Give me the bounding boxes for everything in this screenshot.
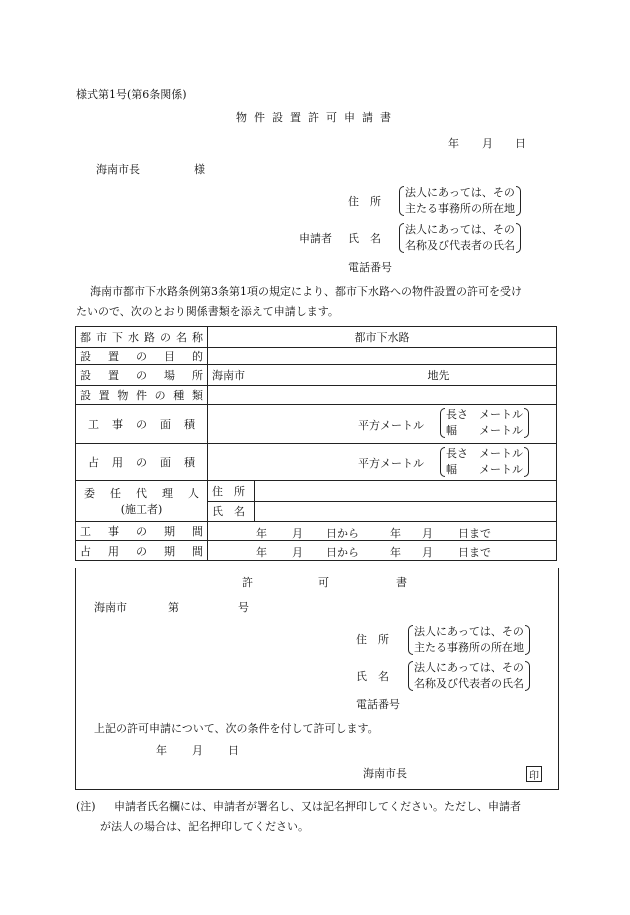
work-period-end-day: 日まで: [458, 527, 491, 540]
row-agent: [76, 481, 557, 522]
row-work-area: [76, 405, 557, 444]
permit-date-day: 日: [228, 744, 239, 757]
row-kind: [76, 386, 557, 405]
intro-line-1: 海南市都市下水路条例第3条第1項の規定により、都市下水路への物件設置の許可を受け: [90, 285, 522, 298]
permit-name-note: 法人にあっては、その 名称及び代表者の氏名: [414, 661, 524, 690]
permit-title-1: 許: [242, 576, 253, 589]
application-table: [75, 326, 557, 561]
applicant-phone-label: 電話番号: [348, 261, 392, 274]
occupy-period-end-month: 月: [422, 546, 433, 559]
seal-stamp: 印: [526, 766, 542, 782]
agent-value: [208, 481, 557, 522]
applicant-label: 申請者: [299, 232, 332, 245]
applicant-address-note: 法人にあっては、その 主たる事務所の所在地: [405, 186, 515, 215]
work-period-value: [208, 522, 557, 541]
row-work-period-label: 工 事 の 期 間: [80, 525, 203, 538]
work-area-dims: 長さ メートル 幅 メートル: [446, 408, 523, 437]
permit-date-year: 年: [156, 744, 167, 757]
permit-title-2: 可: [318, 576, 329, 589]
occupy-area-dims: 長さ メートル 幅 メートル: [446, 447, 523, 476]
work-area-value: [208, 405, 557, 444]
agent-address-value: [255, 481, 557, 501]
occupy-period-end-day: 日まで: [458, 546, 491, 559]
occupy-area-value: [208, 444, 557, 481]
header-date-year: 年: [448, 137, 459, 150]
agent-name-label: 氏 名: [208, 501, 255, 521]
row-agent-label: 委 任 代 理 人: [84, 487, 199, 500]
row-work-area-label: 工 事 の 面 積: [88, 418, 195, 431]
addressee-honorific: 様: [194, 163, 205, 176]
header-date-month: 月: [482, 137, 493, 150]
permit-date-month: 月: [192, 744, 203, 757]
agent-name-value: [255, 501, 557, 521]
permit-address-note: 法人にあっては、その 主たる事務所の所在地: [414, 625, 524, 654]
occupy-area-unit: 平方メートル: [358, 457, 424, 470]
permit-city: 海南市: [94, 601, 127, 614]
applicant-name-note: 法人にあっては、その 名称及び代表者の氏名: [405, 223, 515, 252]
permit-statement: 上記の許可申請について、次の条件を付して許可します。: [94, 722, 379, 735]
purpose-value: [208, 348, 557, 365]
location-city: 海南市: [212, 369, 245, 382]
row-sewer-name: [76, 327, 557, 348]
header-date-day: 日: [515, 137, 526, 150]
permit-address-label: 住 所: [356, 633, 389, 646]
note-line-1: 申請者氏名欄には、申請者が署名し、又は記名押印してください。ただし、申請者: [114, 800, 521, 813]
work-period-start-month: 月: [292, 527, 303, 540]
page-title: 物件設置許可申請書: [236, 111, 398, 124]
addressee: 海南市長: [96, 163, 140, 176]
work-period-start-day: 日から: [326, 527, 359, 540]
row-work-period: [76, 522, 557, 541]
occupy-period-start-month: 月: [292, 546, 303, 559]
note-line-2: が法人の場合は、記名押印してください。: [100, 820, 309, 833]
row-occupy-period: [76, 541, 557, 561]
occupy-period-value: [208, 541, 557, 561]
applicant-address-label: 住 所: [348, 195, 381, 208]
location-value: [208, 365, 557, 386]
row-location: [76, 365, 557, 386]
work-area-unit: 平方メートル: [358, 419, 424, 432]
work-period-end-month: 月: [422, 527, 433, 540]
permit-dai: 第: [168, 601, 179, 614]
row-kind-label: 設 置 物 件 の 種 類: [80, 389, 203, 402]
permit-name-label: 氏 名: [356, 670, 389, 683]
permit-section: [75, 568, 559, 790]
work-period-start-year: 年: [256, 527, 267, 540]
permit-mayor: 海南市長: [363, 767, 407, 780]
sewer-value: 都市下水路: [208, 327, 557, 348]
intro-line-2: たいので、次のとおり関係書類を添えて申請します。: [76, 305, 339, 318]
occupy-period-end-year: 年: [390, 546, 401, 559]
row-purpose-label: 設 置 の 目 的: [80, 350, 203, 363]
location-suffix: 地先: [427, 369, 450, 382]
applicant-name-label: 氏 名: [348, 232, 381, 245]
permit-title-3: 書: [396, 576, 407, 589]
note-mark: (注): [76, 800, 96, 813]
row-occupy-period-label: 占 用 の 期 間: [80, 544, 203, 558]
row-occupy-area: [76, 444, 557, 481]
row-occupy-area-label: 占 用 の 面 積: [88, 456, 195, 469]
row-agent-label-cell: [76, 481, 208, 522]
permit-go: 号: [238, 601, 249, 614]
row-sewer-label: 都 市 下 水 路 の 名 称: [80, 331, 203, 344]
form-number: 様式第1号(第6条関係): [76, 88, 187, 101]
work-period-end-year: 年: [390, 527, 401, 540]
occupy-period-start-day: 日から: [326, 546, 359, 559]
row-purpose: [76, 348, 557, 365]
agent-address-label: 住 所: [208, 481, 255, 501]
row-agent-sub: (施工者): [120, 503, 163, 516]
permit-phone-label: 電話番号: [356, 698, 400, 711]
occupy-period-start-year: 年: [256, 546, 267, 559]
row-location-label: 設 置 の 場 所: [80, 369, 203, 382]
kind-value: [208, 386, 557, 405]
